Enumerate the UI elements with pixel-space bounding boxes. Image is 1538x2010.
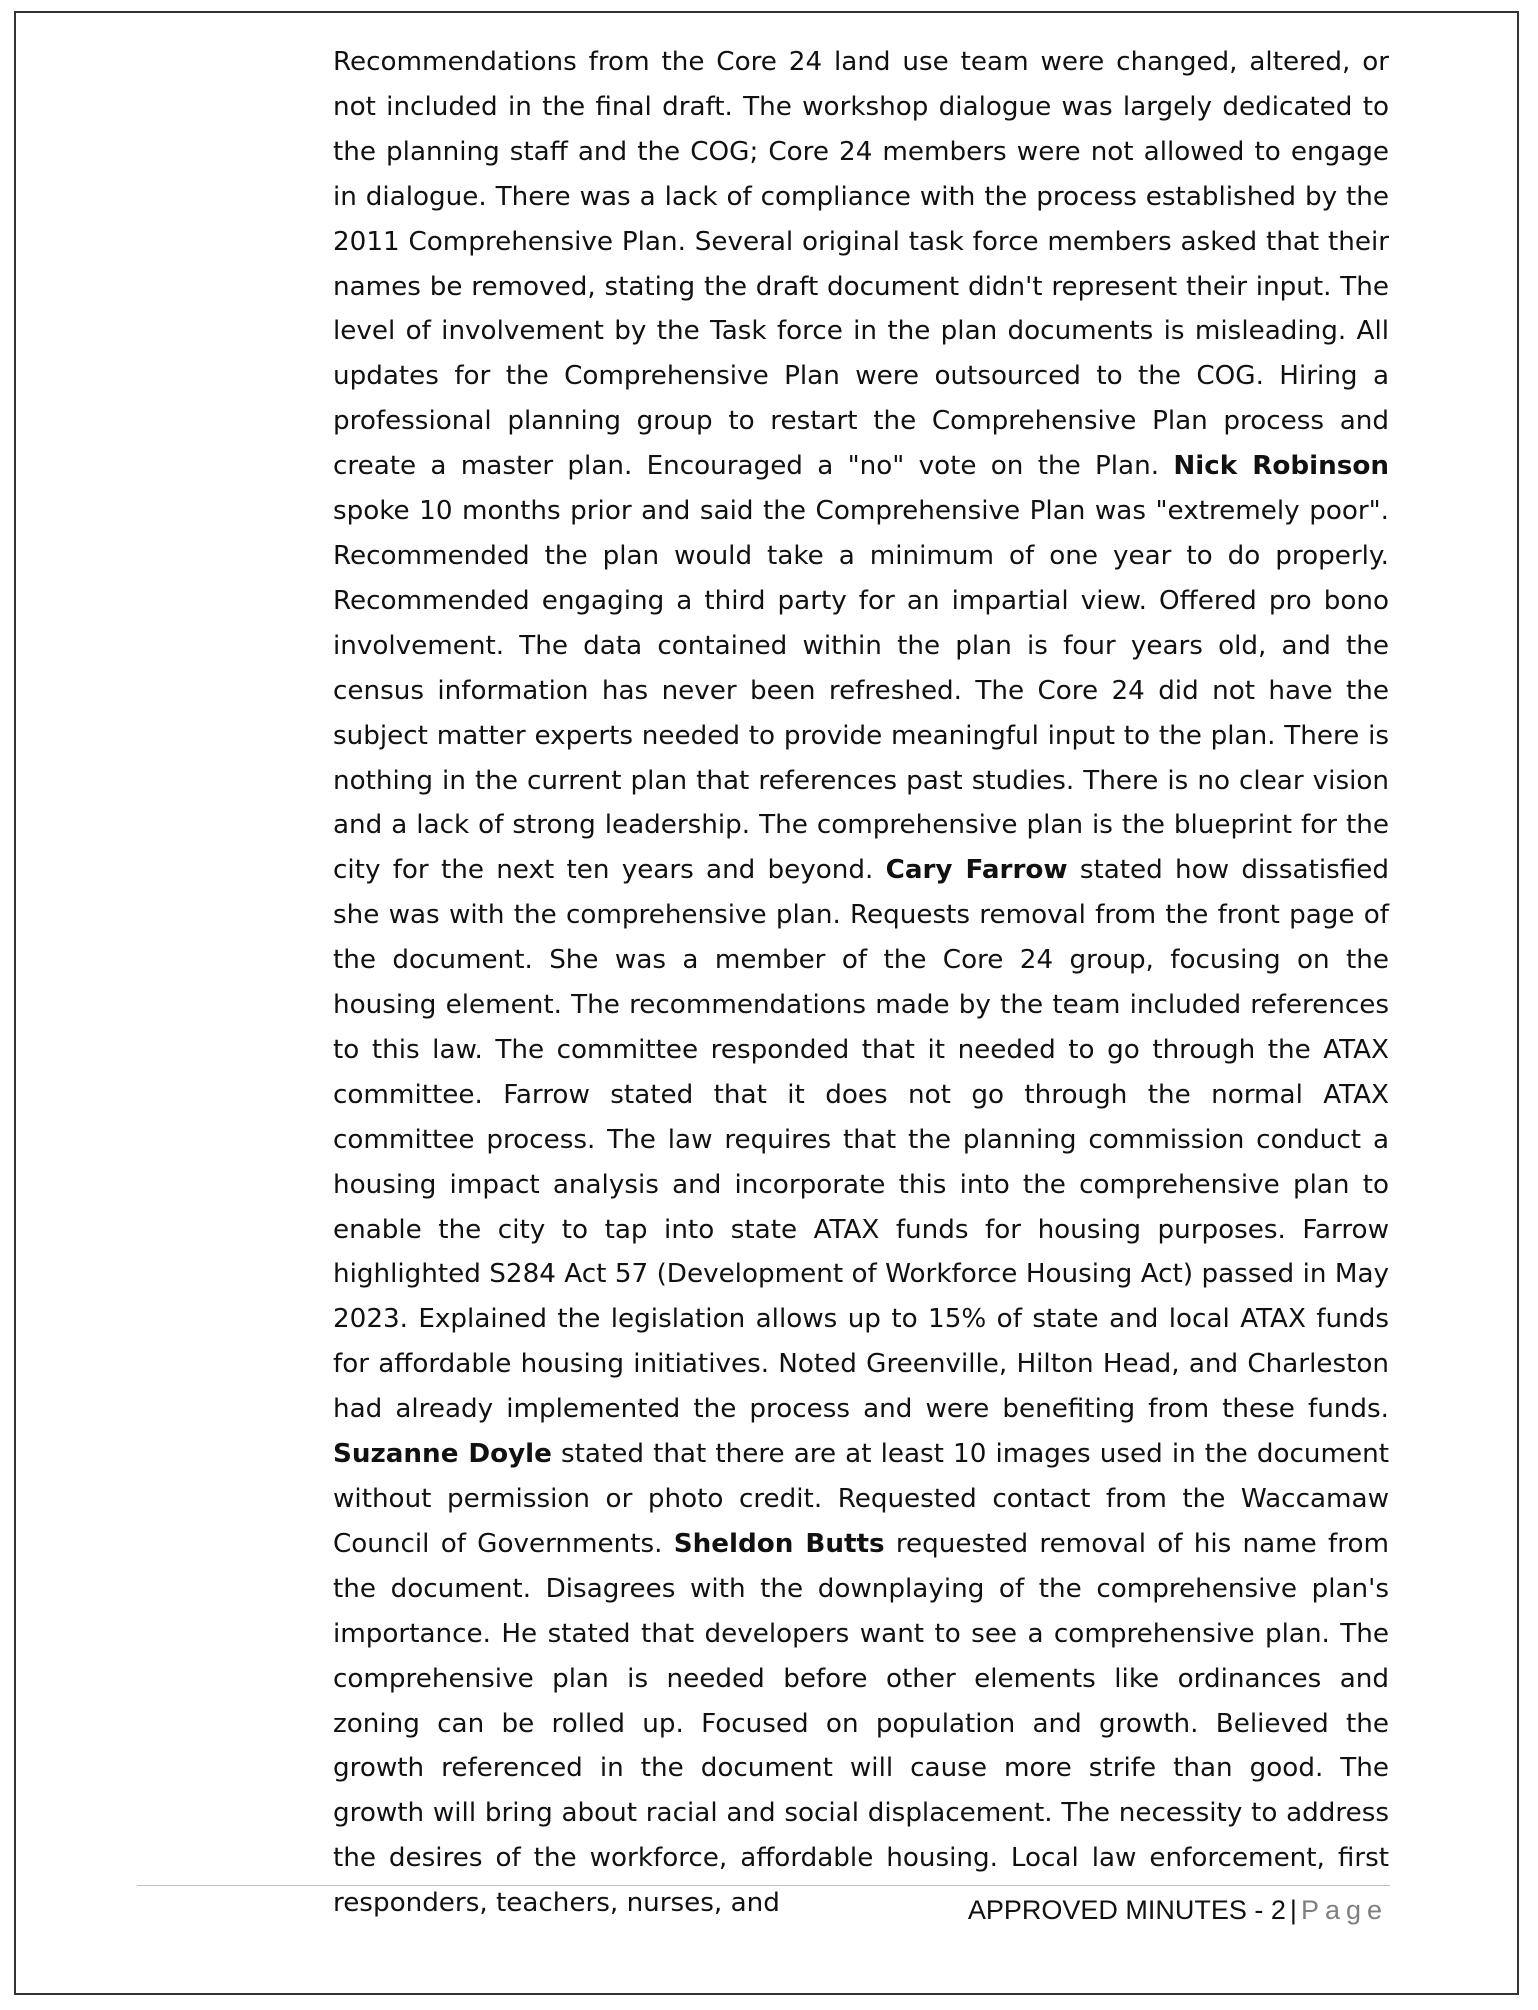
- minutes-text-segment: requested removal of his name from the document. Disagrees with the downplaying of the comprehensive plan's importance. He stated that developers want to see a comprehensive plan. The comprehensive plan is needed before other elements like ordinances and zoning can be rolled up. Focused on population and growth. Believed the growth referenced in the document will cause more strife than good. The growth will bring about racial and social displacement. The necessity to address the desires of the workforce, affordable housing. Local law enforcement, first responders, teachers, nurses, and: [333, 1528, 1389, 1919]
- page-footer: [968, 1890, 1388, 1930]
- minutes-text-segment: Recommendations from the Core 24 land use team were changed, altered, or not included in the final draft. The workshop dialogue was largely dedicated to the planning staff and the COG; Core 24 members were not allowed to engage in dialogue. There was a lack of compliance with the process established by the 2011 Comprehensive Plan. Several original task force members asked that their names be removed, stating the draft document didn't represent their input. The level of involvement by the Task force in the plan documents is misleading. All updates for the Comprehensive Plan were outsourced to the COG. Hiring a professional planning group to restart the Comprehensive Plan process and create a master plan. Encouraged a "no" vote on the Plan.: [333, 47, 1389, 482]
- footer-separator: |: [1289, 1895, 1297, 1925]
- speaker-name: Nick Robinson: [1173, 451, 1389, 482]
- minutes-text-segment: stated how dissatisfied she was with the comprehensive plan. Requests removal from the front page of the document. She was a member of the Core 24 group, focusing on the housing element. The recommendations made by the team included references to this law. The committee responded that it needed to go through the ATAX committee. Farrow stated that it does not go through the normal ATAX committee process. The law requires that the planning commission conduct a housing impact analysis and incorporate this into the comprehensive plan to enable the city to tap into state ATAX funds for housing purposes. Farrow highlighted S284 Act 57 (Development of Workforce Housing Act) passed in May 2023. Explained the legislation allows up to 15% of state and local ATAX funds for affordable housing initiatives. Noted Greenville, Hilton Head, and Charleston had already implemented the process and were benefiting from these funds.: [333, 855, 1389, 1425]
- footer-rule: [137, 1885, 1390, 1886]
- speaker-name: Sheldon Butts: [673, 1528, 885, 1559]
- minutes-text-segment: spoke 10 months prior and said the Comprehensive Plan was "extremely poor". Recommended the plan would take a minimum of one year to do properly. Recommended engaging a third party for an impartial view. Offered pro bono involvement. The data contained within the plan is four years old, and the census information has never been refreshed. The Core 24 did not have the subject matter experts needed to provide meaningful input to the plan. There is nothing in the current plan that references past studies. There is no clear vision and a lack of strong leadership. The comprehensive plan is the blueprint for the city for the next ten years and beyond.: [333, 496, 1389, 886]
- speaker-name: Cary Farrow: [885, 855, 1068, 886]
- speaker-name: Suzanne Doyle: [333, 1439, 552, 1470]
- minutes-text-segment: stated that there are at least 10 images used in the document without permission or photo credit. Requested contact from the Waccamaw Council of Governments.: [333, 1439, 1390, 1559]
- footer-page-word: Page: [1300, 1895, 1388, 1925]
- minutes-body-text: [333, 40, 1389, 1926]
- footer-label: APPROVED MINUTES - 2: [967, 1895, 1286, 1925]
